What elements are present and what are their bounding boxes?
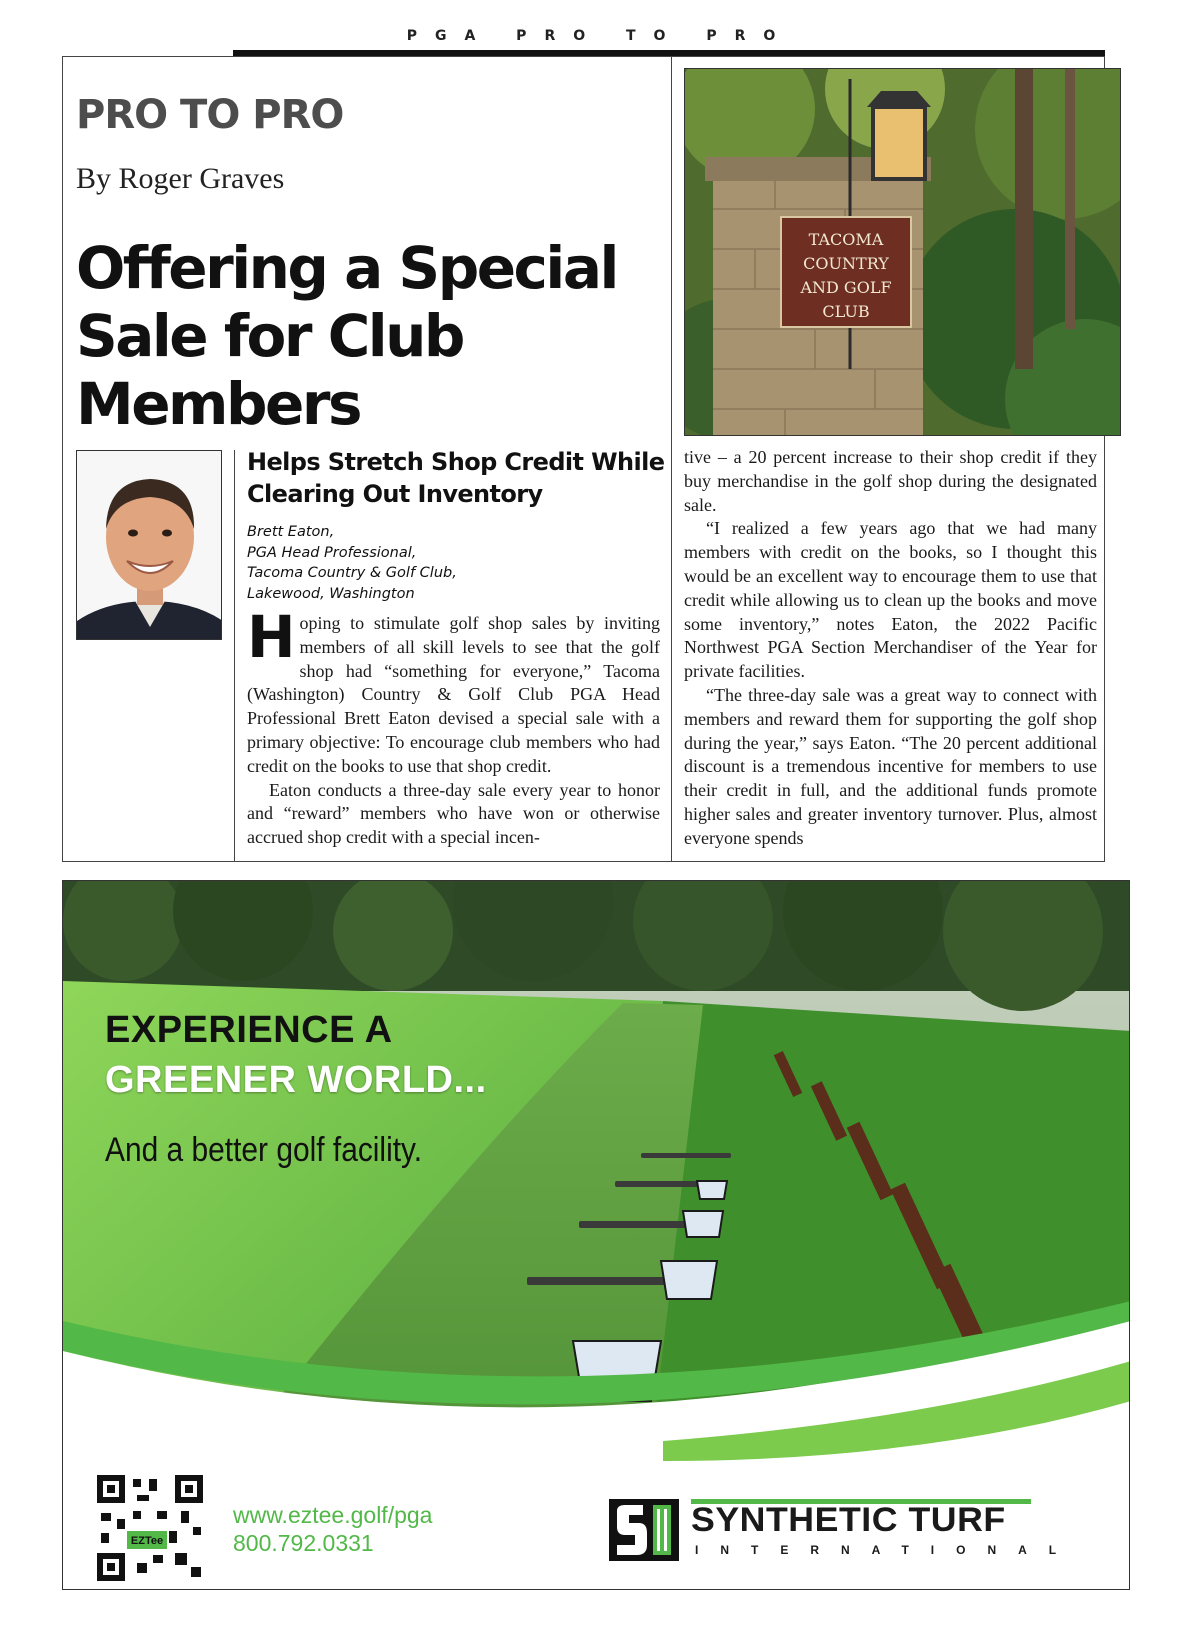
qr-logo-label: EZTee: [130, 1535, 164, 1547]
credit-line: Tacoma Country & Golf Club,: [247, 565, 457, 581]
headshot-illustration: [77, 451, 222, 640]
ad-phone: 800.792.0331: [233, 1530, 374, 1556]
section-kicker: PRO TO PRO: [76, 92, 344, 138]
column-divider: [671, 56, 672, 862]
byline: By Roger Graves: [76, 162, 285, 195]
club-entrance-photo: [684, 68, 1121, 436]
body-paragraph: “I realized a few years ago that we had many members with credit on the books, so I thought this would be an excellent way to encourage them to use that credit while allowing us to clean up the books and move some inventory,” notes Eaton, the 2022 Pacific Northwest PGA Section Merchandiser of the Year for private facilities.: [684, 518, 1097, 682]
sign-line-3: AND GOLF: [800, 278, 892, 297]
credit-line: Brett Eaton,: [247, 524, 335, 540]
credit-line: Lakewood, Washington: [247, 585, 415, 602]
driving-range-illustration: [63, 881, 1130, 1521]
body-paragraph: Eaton conducts a three-day sale every year to honor and “reward” members who have won or otherwise accrued shop credit with a special incen-: [247, 779, 660, 848]
sign-line-2: COUNTRY: [803, 254, 889, 273]
article-subhead: Helps Stretch Shop Credit While Clearing Out Inventory: [247, 448, 665, 508]
ad-url-link[interactable]: www.eztee.golf/pga: [233, 1502, 433, 1528]
brand-name: SYNTHETIC TURF: [691, 1501, 1006, 1539]
ad-tagline: And a better golf facility.: [105, 1131, 423, 1169]
sign-line-1: TACOMA: [808, 230, 884, 249]
body-column-left: [247, 603, 660, 850]
body-paragraph: tive – a 20 percent increase to their shop credit if they buy merchandise in the golf shop during the designated sale.: [684, 447, 1097, 515]
brand-subtitle: INTERNATIONAL: [695, 1543, 1079, 1557]
subject-credit: [247, 522, 647, 604]
sign-line-4: CLUB: [822, 302, 870, 321]
ad-headline-line-2: GREENER WORLD...: [105, 1059, 487, 1101]
article-headline: Offering a Special Sale for Club Members: [76, 234, 617, 438]
body-paragraph: Hoping to stimulate golf shop sales by inviting members of all skill levels to see that the golf shop had “something for everyone,” Tacoma (Washington) Country & Golf Club PGA Head Professional Brett Eaton devised a special sale with a primary objective: To encourage club members who had credit on the books to use that shop credit.: [247, 603, 660, 776]
drop-cap: H: [247, 603, 296, 671]
author-headshot: [76, 450, 222, 640]
sti-logo-icon: [609, 1499, 679, 1561]
credit-line: PGA Head Professional,: [247, 544, 417, 561]
synthetic-turf-logo: [609, 1499, 1079, 1565]
body-column-right: [684, 446, 1097, 851]
club-entrance-illustration: [685, 69, 1121, 436]
ad-headline-line-1: EXPERIENCE A: [105, 1009, 393, 1051]
turf-advertisement: [62, 880, 1130, 1590]
qr-code[interactable]: [97, 1475, 203, 1581]
column-divider-left: [234, 450, 235, 862]
running-head: PGA PRO TO PRO: [406, 28, 794, 44]
ad-contact: [233, 1501, 432, 1557]
body-paragraph: “The three-day sale was a great way to connect with members and reward them for supporting the golf shop during the year,” says Eaton. “The 20 percent additional discount is a tremendous incentive for members to use their credit in full, and the additional funds promote higher sales and greater inventory turnover. Plus, almost everyone spends: [684, 684, 1097, 848]
